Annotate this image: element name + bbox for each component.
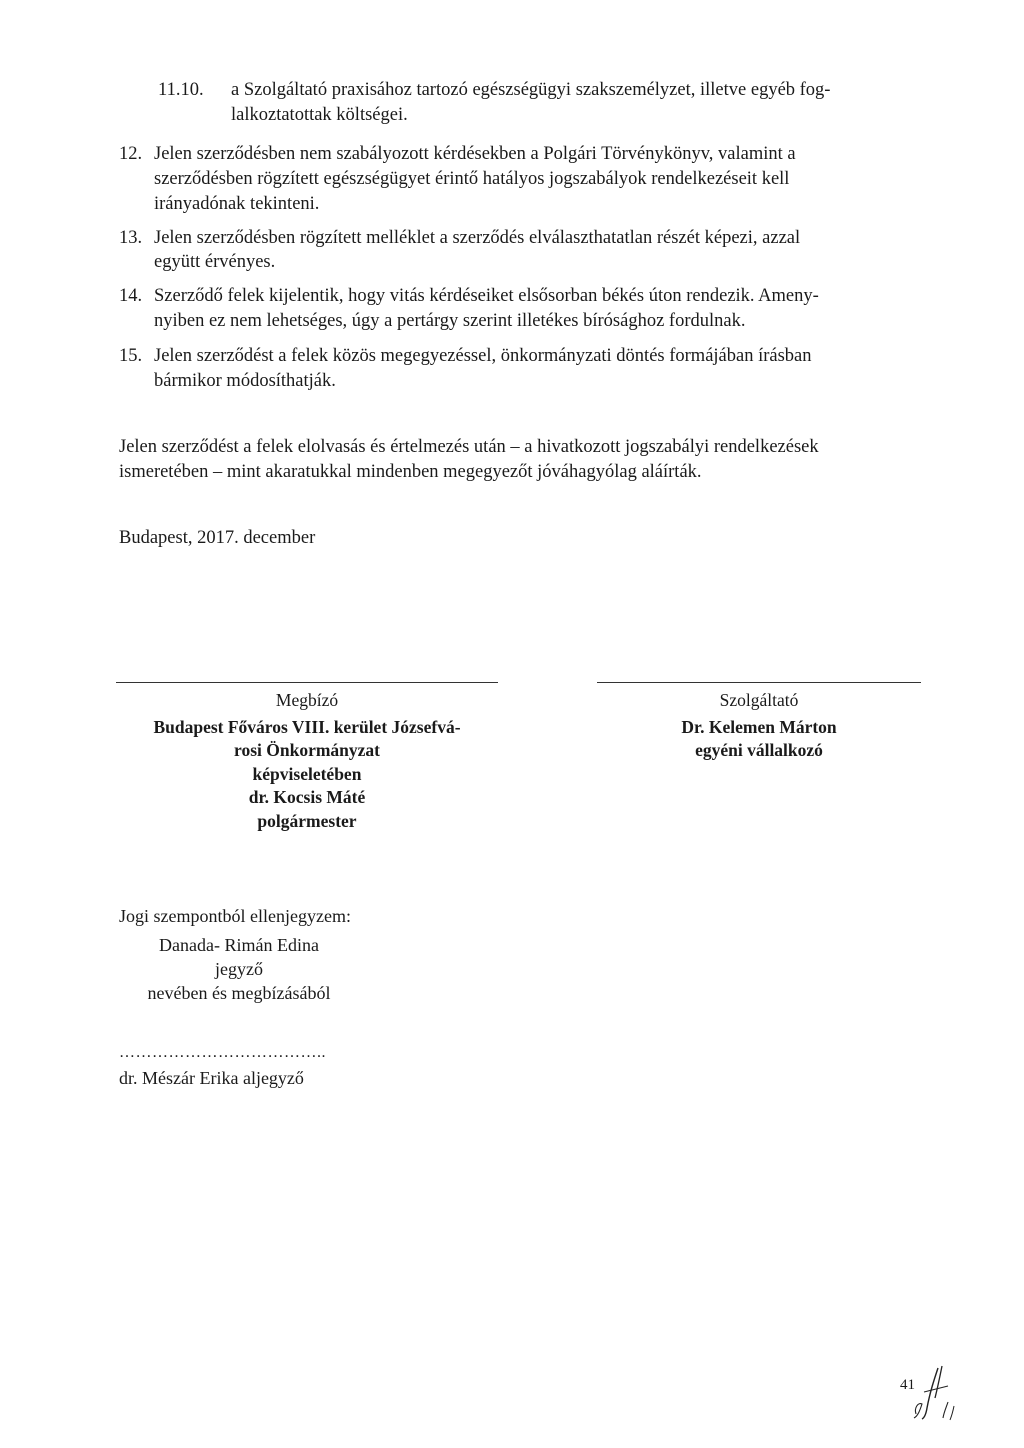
signatory-left-name-line5: polgármester — [257, 810, 357, 831]
clause-14-line2: nyiben ez nem lehetséges, úgy a pertárgy szerint illetékes bírósághoz fordulnak. — [154, 311, 746, 331]
signatory-left-name-line1: Budapest Főváros VIII. kerület Józsefvá- — [153, 716, 461, 737]
clause-13-line2: együtt érvényes. — [154, 252, 276, 272]
signatory-left — [116, 689, 498, 833]
place-date: Budapest, 2017. december — [119, 528, 316, 548]
clause-11-10-number: 11.10. — [158, 80, 204, 100]
signatory-left-name-line2: rosi Önkormányzat — [234, 740, 380, 760]
signatory-right — [597, 689, 921, 763]
page-number: 41 — [900, 1377, 915, 1393]
signature-line-right — [597, 682, 921, 683]
signatory-left-name-line3: képviseletében — [252, 763, 362, 784]
signatory-right-name-line1: Dr. Kelemen Márton — [681, 716, 837, 737]
clause-14-number: 14. — [119, 286, 143, 306]
closing-line2: ismeretében – mint akaratukkal mindenben megegyezőt jóváhagyólag aláírták. — [119, 462, 702, 482]
legal-review-signer: dr. Mészár Erika aljegyző — [119, 1068, 304, 1088]
clause-14-line1: Szerződő felek kijelentik, hogy vitás kérdéseiket elsősorban békés úton rendezik. Ameny- — [154, 286, 819, 306]
handwritten-initials — [908, 1362, 962, 1422]
clause-12-number: 12. — [119, 144, 143, 164]
legal-review-block — [119, 933, 359, 1005]
legal-review-line2: jegyző — [215, 959, 263, 979]
legal-review-line3: nevében és megbízásából — [147, 983, 331, 1003]
clause-13-number: 13. — [119, 228, 143, 248]
signatory-left-role: Megbízó — [275, 690, 339, 710]
clause-12-line2: szerződésben rögzített egészségügyet érintő hatályos jogszabályok rendelkezéseit kell — [154, 169, 790, 189]
signatory-right-name-line2: egyéni vállalkozó — [695, 740, 823, 760]
clause-12-line1: Jelen szerződésben nem szabályozott kérdésekben a Polgári Törvénykönyv, valamint a — [154, 144, 796, 164]
clause-11-10-line1: a Szolgáltató praxisához tartozó egészségügyi szakszemélyzet, illetve egyéb fog- — [231, 80, 831, 100]
signature-line-left — [116, 682, 498, 683]
legal-review-line1: Danada- Rimán Edina — [159, 935, 319, 955]
clause-12-line3: irányadónak tekinteni. — [154, 194, 320, 214]
legal-review-dotted-line: ……………………………….. — [119, 1044, 326, 1061]
closing-line1: Jelen szerződést a felek elolvasás és értelmezés után – a hivatkozott jogszabályi rendelkezések — [119, 437, 819, 457]
clause-15-number: 15. — [119, 346, 143, 366]
clause-15-line2: bármikor módosíthatják. — [154, 371, 336, 391]
clause-11-10-line2: lalkoztatottak költségei. — [231, 105, 408, 125]
legal-review-heading: Jogi szempontból ellenjegyzem: — [119, 906, 351, 926]
clause-15-line1: Jelen szerződést a felek közös megegyezéssel, önkormányzati döntés formájában írásban — [154, 346, 812, 366]
signatory-left-name-line4: dr. Kocsis Máté — [248, 787, 366, 807]
clause-13-line1: Jelen szerződésben rögzített melléklet a szerződés elválaszthatatlan részét képezi, azzal — [154, 228, 801, 248]
signatory-right-role: Szolgáltató — [719, 690, 799, 710]
